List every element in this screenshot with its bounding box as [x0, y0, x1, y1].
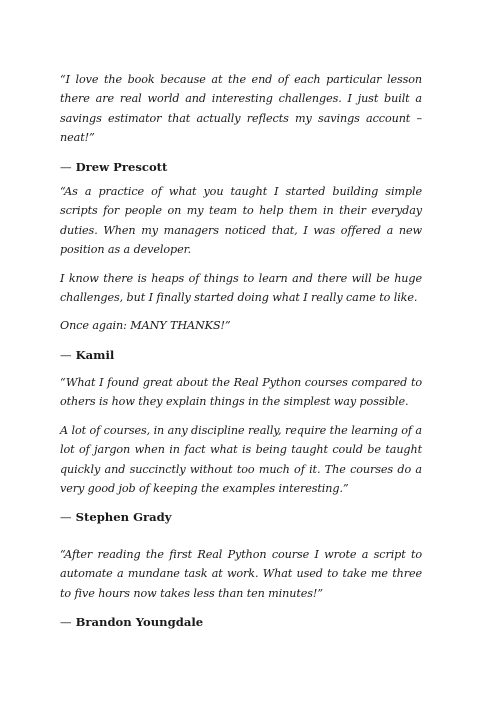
testimonial-quote: “I love the book because at the end of each particular lesson there are real world and interesting challenges. I just built a savings estimator that actually reflects my savings account – neat!”: [60, 73, 422, 145]
testimonial-author: [60, 509, 422, 525]
testimonial-stephen-grady: [60, 373, 422, 525]
testimonial-quote: A lot of courses, in any discipline really, require the learning of a lot of jargon when in fact what is being taught could be taught quickly and succinctly without too much of it. The courses do a very good job of keeping the examples interesting.”: [60, 423, 422, 496]
testimonial-quote: “As a practice of what you taught I started building simple scripts for people on my team to help them in their everyday duties. When my managers noticed that, I was offered a new position as a developer.: [60, 185, 422, 257]
author-name: Brandon Youngdale: [75, 615, 204, 630]
author-name: Stephen Grady: [75, 510, 172, 525]
testimonial-author: [60, 347, 422, 363]
testimonial-quote: “What I found great about the Real Python courses compared to others is how they explain things in the simplest way possible.: [60, 376, 422, 409]
author-dash: —: [60, 347, 72, 362]
testimonial-brandon-youngdale: [60, 545, 422, 630]
testimonial-quote: “After reading the first Real Python course I wrote a script to automate a mundane task at work. What used to take me three to five hours now takes less than ten minutes!”: [60, 548, 422, 600]
author-dash: —: [60, 510, 72, 525]
testimonial-author: [60, 159, 422, 175]
author-dash: —: [60, 615, 72, 630]
author-name: Drew Prescott: [75, 159, 168, 174]
testimonial-drew-prescott: [60, 70, 422, 175]
testimonial-kamil: [60, 182, 422, 363]
testimonial-author: [60, 614, 422, 630]
testimonial-quote: Once again: MANY THANKS!”: [60, 319, 231, 333]
author-dash: —: [60, 159, 72, 174]
author-name: Kamil: [75, 347, 115, 362]
testimonial-quote: I know there is heaps of things to learn and there will be huge challenges, but I finally started doing what I really came to like.: [60, 271, 422, 305]
